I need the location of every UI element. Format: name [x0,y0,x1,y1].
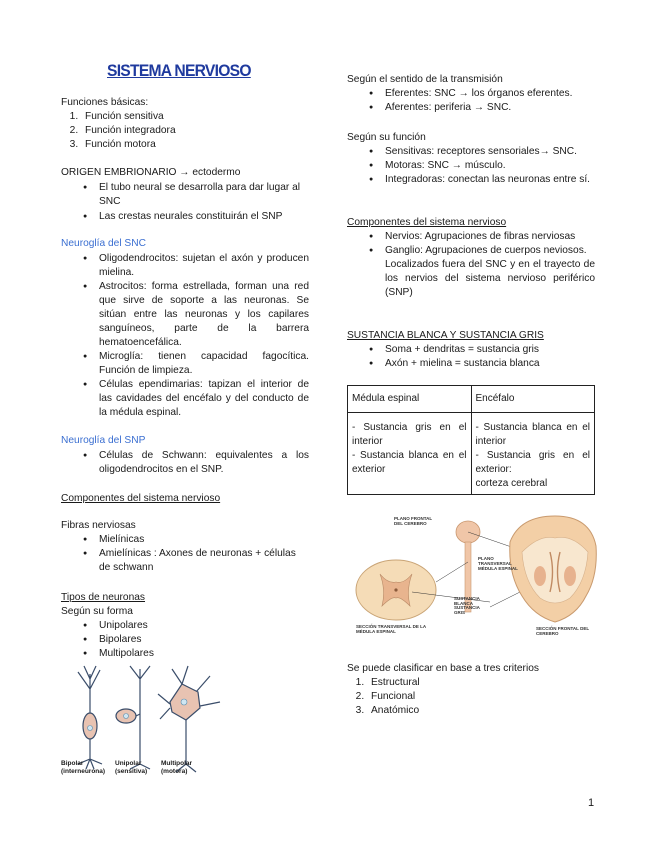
table-header: Médula espinal [348,386,472,413]
list-item: 3. Anatómico [367,704,595,718]
table-header: Encéfalo [471,386,595,413]
componentes-section [347,216,595,300]
list-item: 2. Función integradora [81,124,309,138]
fibras-section [61,519,309,575]
sustancia-section [347,329,595,371]
snc-list [61,252,309,420]
list-item: 2. Funcional [367,690,595,704]
list-item: ● Unipolares [83,619,309,633]
list-item: ● Astrocitos: forma estrellada, forman una red que sirve de soporte a las neuronas. Se sitúan entre las neuronas y los capilares sanguíneos, parte de la barrera hematoencefálica. [83,280,309,350]
list-item: 1. Función sensitiva [81,110,309,124]
label-plano-transversal: PLANO TRANSVERSAL MÉDULA ESPINAL [478,556,518,571]
funciones-heading: Funciones básicas: [61,97,149,108]
origen-section [61,166,309,224]
list-item: ● Axón + mielina = sustancia blanca [369,357,595,371]
funcion-section [347,131,595,187]
list-item: ● Nervios: Agrupaciones de fibras nerviosas [369,230,595,244]
list-item: ● Oligodendrocitos: sujetan el axón y producen mielina. [83,252,309,280]
funciones-list [61,110,309,152]
transmision-heading: Según el sentido de la transmisión [347,74,503,85]
sustancia-heading: SUSTANCIA BLANCA Y SUSTANCIA GRIS [347,330,544,341]
table-row [348,413,595,495]
label-sustancia-gris: SUSTANCIA GRIS [454,605,480,615]
list-item: ● El tubo neural se desarrolla para dar lugar al SNC [83,181,309,209]
funcion-heading: Según su función [347,132,426,143]
componentes-heading-left: Componentes del sistema nervioso [61,493,221,504]
sustancia-table [347,385,595,495]
table-header-row [348,386,595,413]
cell-line: - Sustancia blanca en el exterior [352,450,467,475]
snp-heading: Neuroglía del SNP [61,435,146,446]
multipolar-neurites [158,666,220,772]
figure-labels [350,512,598,640]
list-item: ● Soma + dendritas = sustancia gris [369,343,595,357]
origen-list [61,181,309,224]
list-item: ● Amielínicas : Axones de neuronas + células de schwann [83,547,309,575]
funcion-list [347,145,595,187]
criterios-section [347,662,595,718]
list-item: ● Integradoras: conectan las neuronas entre sí. [369,173,595,187]
label-seccion-cerebro: SECCIÓN FRONTAL DEL CEREBRO [536,626,590,636]
label-seccion-medula: SECCIÓN TRANSVERSAL DE LA MÉDULA ESPINAL [356,624,427,634]
label-sustancia-blanca: SUSTANCIA BLANCA [454,596,480,606]
fibras-list [61,533,309,575]
list-item: ● Ganglio: Agrupaciones de cuerpos neviosos. [369,244,595,258]
table-cell [348,413,472,495]
snp-list [61,449,309,477]
transmision-section [347,73,595,115]
criterios-list [347,676,595,718]
list-item: ● Motoras: SNC → músculo. [369,159,595,173]
list-item: ● Microglía: tienen capacidad fagocítica. Función de limpieza. [83,350,309,378]
caption-multipolar: Multipolar (motora) [161,760,193,775]
criterios-heading: Se puede clasificar en base a tres criterios [347,663,539,674]
fibras-heading: Fibras nerviosas [61,520,136,531]
snc-section [61,237,309,420]
tipos-section [61,591,309,661]
snc-heading: Neuroglía del SNC [61,238,146,249]
list-item: ● Las crestas neurales constituirán el SNP [83,210,309,224]
list-item: ● Multipolares [83,647,309,661]
cell-line: - Sustancia blanca en el interior [475,422,590,447]
table-cell [471,413,595,495]
componentes-list [347,230,595,258]
list-item: ● Eferentes: SNC → los órganos eferentes. [369,87,595,101]
sustancia-table-wrap [347,385,595,495]
cell-line: - Sustancia gris en el exterior: [475,450,590,475]
label-plano-frontal: PLANO FRONTAL DEL CEREBRO [394,516,433,526]
caption-bipolar: Bipolar (interneurona) [61,760,106,775]
tipos-heading: Tipos de neuronas [61,592,146,603]
componentes-heading-right: Componentes del sistema nervioso [347,217,507,228]
list-item: 3. Función motora [81,138,309,152]
componentes-extra: Localizados fuera del SNC y en el trayecto de los nervios del sistema nervioso periférico (SNP) [385,259,595,298]
list-item: ● Células de Schwann: equivalentes a los oligodendrocitos en el SNP. [83,449,309,477]
forma-list [61,619,309,661]
cell-line: - Sustancia gris en el interior [352,422,467,447]
page-title: SISTEMA NERVIOSO [107,61,251,80]
cell-line: corteza cerebral [475,478,548,489]
origen-heading: ORIGEN EMBRIONARIO → ectodermo [61,167,241,178]
snp-section [61,434,309,477]
list-item: ● Bipolares [83,633,309,647]
list-item: ● Células ependimarias: tapizan el interior de las cavidades del encéfalo y del conducto de la médula espinal. [83,378,309,420]
transmision-list [347,87,595,115]
funciones-section [61,96,309,152]
list-item: ● Aferentes: periferia → SNC. [369,101,595,115]
list-item: ● Mielínicas [83,533,309,547]
page-number: 1 [588,797,595,809]
list-item: ● Sensitivas: receptores sensoriales→ SNC. [369,145,595,159]
forma-heading: Según su forma [61,606,133,617]
sustancia-list [347,343,595,371]
list-item: 1. Estructural [367,676,595,690]
caption-unipolar: Unipolar (sensitiva) [115,760,148,775]
